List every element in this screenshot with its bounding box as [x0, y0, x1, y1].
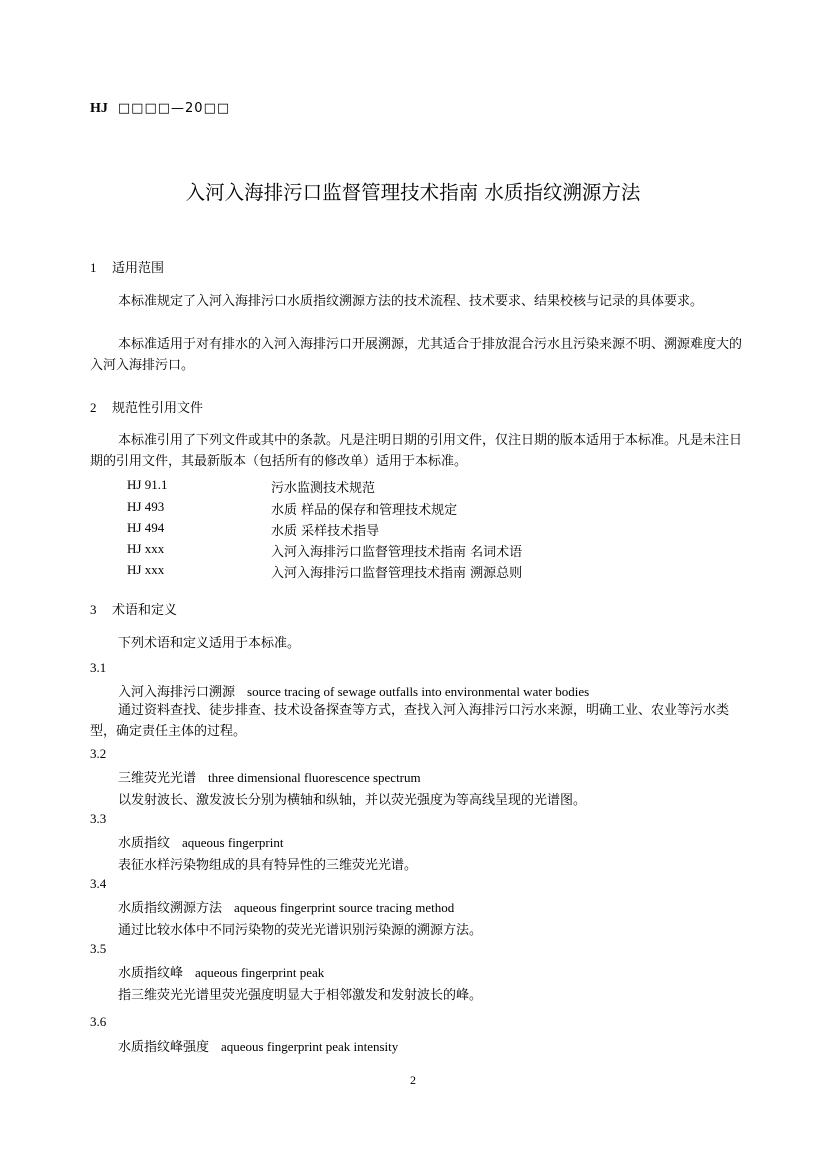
section-2-heading — [90, 397, 203, 416]
term-chinese: 水质指纹 — [118, 836, 171, 851]
section-title: 规范性引用文件 — [112, 401, 204, 416]
term-chinese: 入河入海排污口溯源 — [118, 685, 236, 700]
reference-title: 污水监测技术规范 — [271, 481, 376, 496]
reference-title: 入河入海排污口监督管理技术指南 溯源总则 — [271, 566, 523, 581]
term-chinese: 水质指纹峰 — [118, 966, 184, 981]
term-entry — [118, 897, 454, 916]
term-definition: 通过比较水体中不同污染物的荧光光谱识别污染源的溯源方法。 — [118, 923, 483, 938]
page-number: 2 — [410, 1073, 416, 1087]
reference-code: HJ 91.1 — [127, 477, 168, 492]
standard-number — [90, 101, 230, 117]
section-title: 术语和定义 — [112, 603, 178, 618]
section-1-heading — [90, 257, 164, 276]
section-number: 2 — [90, 400, 97, 415]
term-definition: 表征水样污染物组成的具有特异性的三维荧光光谱。 — [118, 858, 418, 873]
document-title: 入河入海排污口监督管理技术指南 水质指纹溯源方法 — [185, 181, 641, 204]
section-3-heading — [90, 599, 177, 618]
paragraph: 本标准适用于对有排水的入河入海排污口开展溯源，尤其适合于排放混合污水且污染来源不明、溯源难度大的入河入海排污口。 — [90, 337, 743, 373]
term-number: 3.1 — [90, 660, 107, 675]
term-entry — [118, 1036, 398, 1055]
reference-code: HJ 494 — [127, 520, 165, 535]
term-english: aqueous fingerprint peak intensity — [221, 1039, 399, 1054]
reference-code: HJ 493 — [127, 499, 165, 514]
term-english: aqueous fingerprint source tracing method — [234, 900, 455, 915]
term-english: aqueous fingerprint — [182, 835, 284, 850]
paragraph: 下列术语和定义适用于本标准。 — [118, 636, 301, 651]
reference-title: 入河入海排污口监督管理技术指南 名词术语 — [271, 545, 523, 560]
term-entry — [118, 767, 421, 786]
term-entry — [118, 681, 589, 700]
term-definition: 指三维荧光光谱里荧光强度明显大于相邻激发和发射波长的峰。 — [118, 988, 483, 1003]
term-number: 3.6 — [90, 1014, 107, 1029]
term-chinese: 三维荧光光谱 — [118, 771, 197, 786]
term-chinese: 水质指纹峰强度 — [118, 1040, 210, 1055]
term-entry — [118, 962, 324, 981]
term-entry — [118, 832, 283, 851]
term-number: 3.4 — [90, 876, 107, 891]
section-number: 1 — [90, 260, 97, 275]
section-title: 适用范围 — [112, 261, 165, 276]
term-english: aqueous fingerprint peak — [195, 965, 325, 980]
term-number: 3.3 — [90, 811, 107, 826]
reference-title: 水质 采样技术指导 — [271, 524, 380, 539]
reference-title: 水质 样品的保存和管理技术规定 — [271, 503, 458, 518]
term-definition: 以发射波长、激发波长分别为横轴和纵轴，并以荧光强度为等高线呈现的光谱图。 — [118, 793, 587, 808]
standard-code: □□□□—20□□ — [117, 101, 231, 116]
term-number: 3.5 — [90, 941, 107, 956]
paragraph: 本标准规定了入河入海排污口水质指纹溯源方法的技术流程、技术要求、结果校核与记录的具体要求。 — [118, 294, 704, 309]
section-number: 3 — [90, 602, 97, 617]
term-chinese: 水质指纹溯源方法 — [118, 901, 223, 916]
term-english: source tracing of sewage outfalls into environmental water bodies — [247, 684, 590, 699]
term-definition: 通过资料查找、徒步排查、技术设备探查等方式，查找入河入海排污口污水来源，明确工业、农业等污水类型，确定责任主体的过程。 — [90, 703, 730, 739]
reference-code: HJ xxx — [127, 541, 165, 556]
paragraph: 本标准引用了下列文件或其中的条款。凡是注明日期的引用文件，仅注日期的版本适用于本标准。凡是未注日期的引用文件，其最新版本（包括所有的修改单）适用于本标准。 — [90, 433, 743, 469]
standard-prefix: HJ — [90, 101, 108, 116]
term-english: three dimensional fluorescence spectrum — [208, 770, 421, 785]
reference-code: HJ xxx — [127, 562, 165, 577]
term-number: 3.2 — [90, 746, 107, 761]
